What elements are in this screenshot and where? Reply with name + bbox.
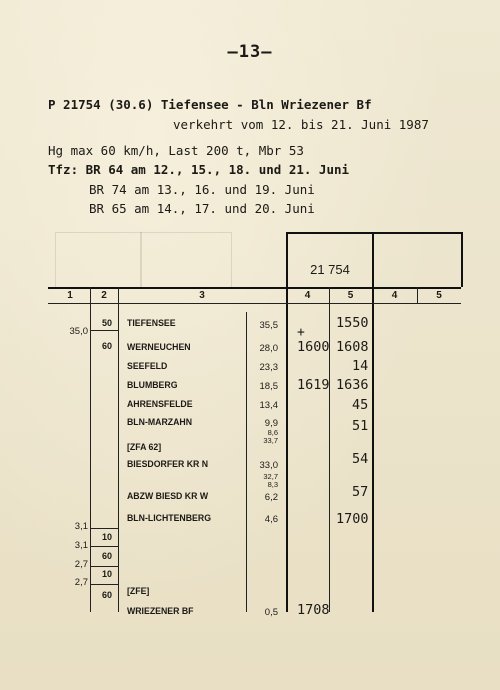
- gradient-value: 3,1: [74, 521, 88, 532]
- station-name: BIESDORFER KR N: [127, 459, 209, 470]
- km-value: 33,0: [259, 460, 278, 471]
- gradient-value: 35,0: [69, 326, 88, 337]
- station-name: BLN-MARZAHN: [127, 417, 193, 428]
- km-value: 4,6: [264, 514, 278, 525]
- departure-time: 1636: [336, 377, 369, 393]
- km-value-small: 32,7: [263, 472, 278, 481]
- column-number-5b: 5: [436, 290, 442, 301]
- station-name: ABZW BIESD KR W: [127, 491, 209, 502]
- speed-value: 10: [101, 532, 112, 542]
- arrival-time: 1619: [297, 377, 330, 393]
- show-through-divider: [140, 232, 142, 289]
- departure-time: 51: [352, 418, 369, 434]
- column-number-1: 1: [67, 290, 73, 301]
- km-value: 13,4: [259, 400, 278, 411]
- column-number-4b: 4: [391, 290, 398, 301]
- arrival-time: 1708: [297, 602, 330, 618]
- station-name: BLN-LICHTENBERG: [127, 513, 212, 524]
- station-name: [ZFE]: [127, 586, 150, 597]
- km-value-small: 8,3: [267, 480, 278, 489]
- km-value: 6,2: [264, 492, 278, 503]
- departure-time: 57: [352, 484, 369, 500]
- station-name: AHRENSFELDE: [127, 399, 193, 410]
- train-title: P 21754 (30.6) Tiefensee - Bln Wriezener Bf: [48, 97, 372, 112]
- gradient-value: 2,7: [74, 559, 88, 570]
- departure-time: 14: [352, 358, 369, 374]
- station-name: [ZFA 62]: [127, 442, 162, 453]
- speed-value: 60: [101, 341, 112, 351]
- show-through-table: [55, 232, 232, 289]
- gradient-value: 2,7: [74, 577, 88, 588]
- column-number-3: 3: [199, 290, 205, 301]
- plus-mark: +: [297, 325, 305, 340]
- departure-time: 45: [352, 397, 369, 413]
- speed-load-info: Hg max 60 km/h, Last 200 t, Mbr 53: [48, 143, 304, 158]
- station-name: TIEFENSEE: [127, 318, 176, 329]
- km-value-small: 33,7: [263, 436, 278, 445]
- station-name: SEEFELD: [127, 361, 168, 372]
- locomotive-info-1: Tfz: BR 64 am 12., 15., 18. und 21. Juni: [48, 162, 350, 177]
- train-number: 21 754: [310, 262, 350, 277]
- speed-value: 10: [101, 569, 112, 579]
- departure-time: 1700: [336, 511, 369, 527]
- validity-period: verkehrt vom 12. bis 21. Juni 1987: [173, 117, 429, 132]
- speed-value: 60: [101, 551, 112, 561]
- departure-time: 1550: [336, 315, 369, 331]
- km-value: 35,5: [259, 320, 278, 331]
- km-value: 18,5: [259, 381, 278, 392]
- station-name: WRIEZENER BF: [127, 606, 194, 617]
- km-value: 28,0: [259, 343, 278, 354]
- column-number-5: 5: [347, 290, 354, 301]
- locomotive-info-2: BR 74 am 13., 16. und 19. Juni: [89, 182, 315, 197]
- km-value: 0,5: [264, 607, 278, 618]
- column-number-4: 4: [304, 290, 311, 301]
- station-name: WERNEUCHEN: [127, 342, 191, 353]
- locomotive-info-3: BR 65 am 14., 17. und 20. Juni: [89, 201, 315, 216]
- km-value: 9,9: [264, 418, 278, 429]
- speed-value: 60: [101, 590, 112, 600]
- gradient-value: 3,1: [74, 540, 88, 551]
- km-value: 23,3: [259, 362, 278, 373]
- page-number: —13—: [227, 42, 273, 62]
- departure-time: 1608: [336, 339, 369, 355]
- arrival-time: 1600: [297, 339, 330, 355]
- km-value-small: 8,6: [267, 428, 278, 437]
- column-number-2: 2: [101, 290, 107, 301]
- station-name: BLUMBERG: [127, 380, 178, 391]
- departure-time: 54: [352, 451, 369, 467]
- speed-value: 50: [101, 318, 112, 328]
